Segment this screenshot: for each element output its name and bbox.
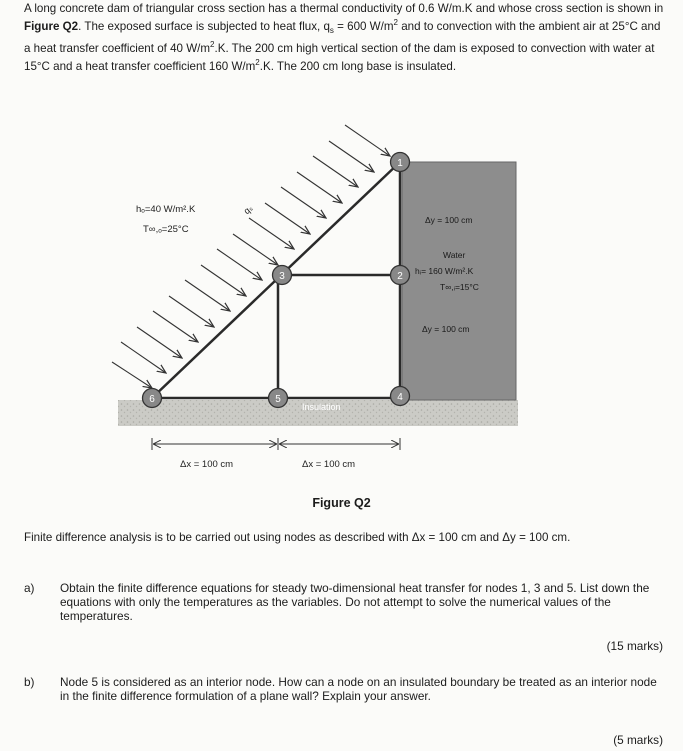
dy-label-bottom: Δy = 100 cm [422,324,470,334]
insulation-label: Insulation [302,402,341,412]
question-a-marks: (15 marks) [606,639,663,653]
node-4 [391,387,410,406]
node-2 [391,266,410,285]
node-4-label: 4 [397,392,403,403]
question-a-label: a) [24,581,35,595]
node-1-label: 1 [397,158,403,169]
intro-text-1: A long concrete dam of triangular cross section has a thermal conductivity of 0.6 W/m.K and whose cross section is shown in [24,2,664,15]
node-6 [143,389,162,408]
intro-text-6: .K. The 200 cm long base is insulated. [259,59,457,73]
water-convection-coefficient: hᵢ= 160 W/m².K [415,266,474,276]
node-5-label: 5 [275,394,281,405]
question-b-marks: (5 marks) [613,733,663,747]
dy-label-top: Δy = 100 cm [425,215,473,225]
intro-text-3: = 600 W/m [333,19,394,33]
node-1 [391,153,410,172]
figure-reference: Figure Q2 [24,19,79,33]
water-region [402,162,516,400]
question-b-text: Node 5 is considered as an interior node. How can a node on an insulated boundary be treated as an interior node in the finite difference formulation of a plane wall? Explain your answer. [60,675,657,703]
node-3-label: 3 [279,271,285,282]
air-temperature: T∞,ₒ=25°C [143,224,189,235]
heat-flux-arrows [112,125,390,388]
question-a-text: Obtain the finite difference equations for steady two-dimensional heat transfer for nodes 1, 3 and 5. List down the equations with only the temperatures as the variables. Do not attempt to solve the numerical values of the temperatures. [60,581,650,623]
air-convection-coefficient: hₒ=40 W/m².K [136,204,196,215]
node-6-label: 6 [149,394,155,405]
finite-difference-statement: Finite difference analysis is to be carried out using nodes as described with Δx = 100 cm and Δy = 100 cm. [24,531,571,544]
dx-label-left: Δx = 100 cm [180,459,234,470]
intro-text-5: .K. The 200 cm high vertical section of the dam is exposed to convection with water at 15°C and a heat transfer coefficient 160 W/m [24,42,655,73]
intro-sub: s [329,26,334,36]
water-label: Water [443,250,466,260]
dx-label-right: Δx = 100 cm [302,459,356,470]
intro-sup-2: 2 [210,40,215,50]
question-b-label: b) [24,675,35,689]
intro-text-2: . The exposed surface is subjected to heat flux, q [78,19,330,33]
intro-text-4: and to convection with the ambient air at 25°C and a heat transfer coefficient of 40 W/m [24,19,661,56]
node-5 [269,389,288,408]
water-temperature: T∞,ᵢ=15°C [440,282,479,292]
figure-caption: Figure Q2 [312,496,371,510]
intro-sup-1: 2 [393,18,398,27]
dx-dimension-lines [152,438,400,450]
node-3 [273,266,292,285]
node-2-label: 2 [397,271,403,282]
heat-flux-label: qₛ [241,203,255,217]
intro-sup-3: 2 [255,58,260,68]
